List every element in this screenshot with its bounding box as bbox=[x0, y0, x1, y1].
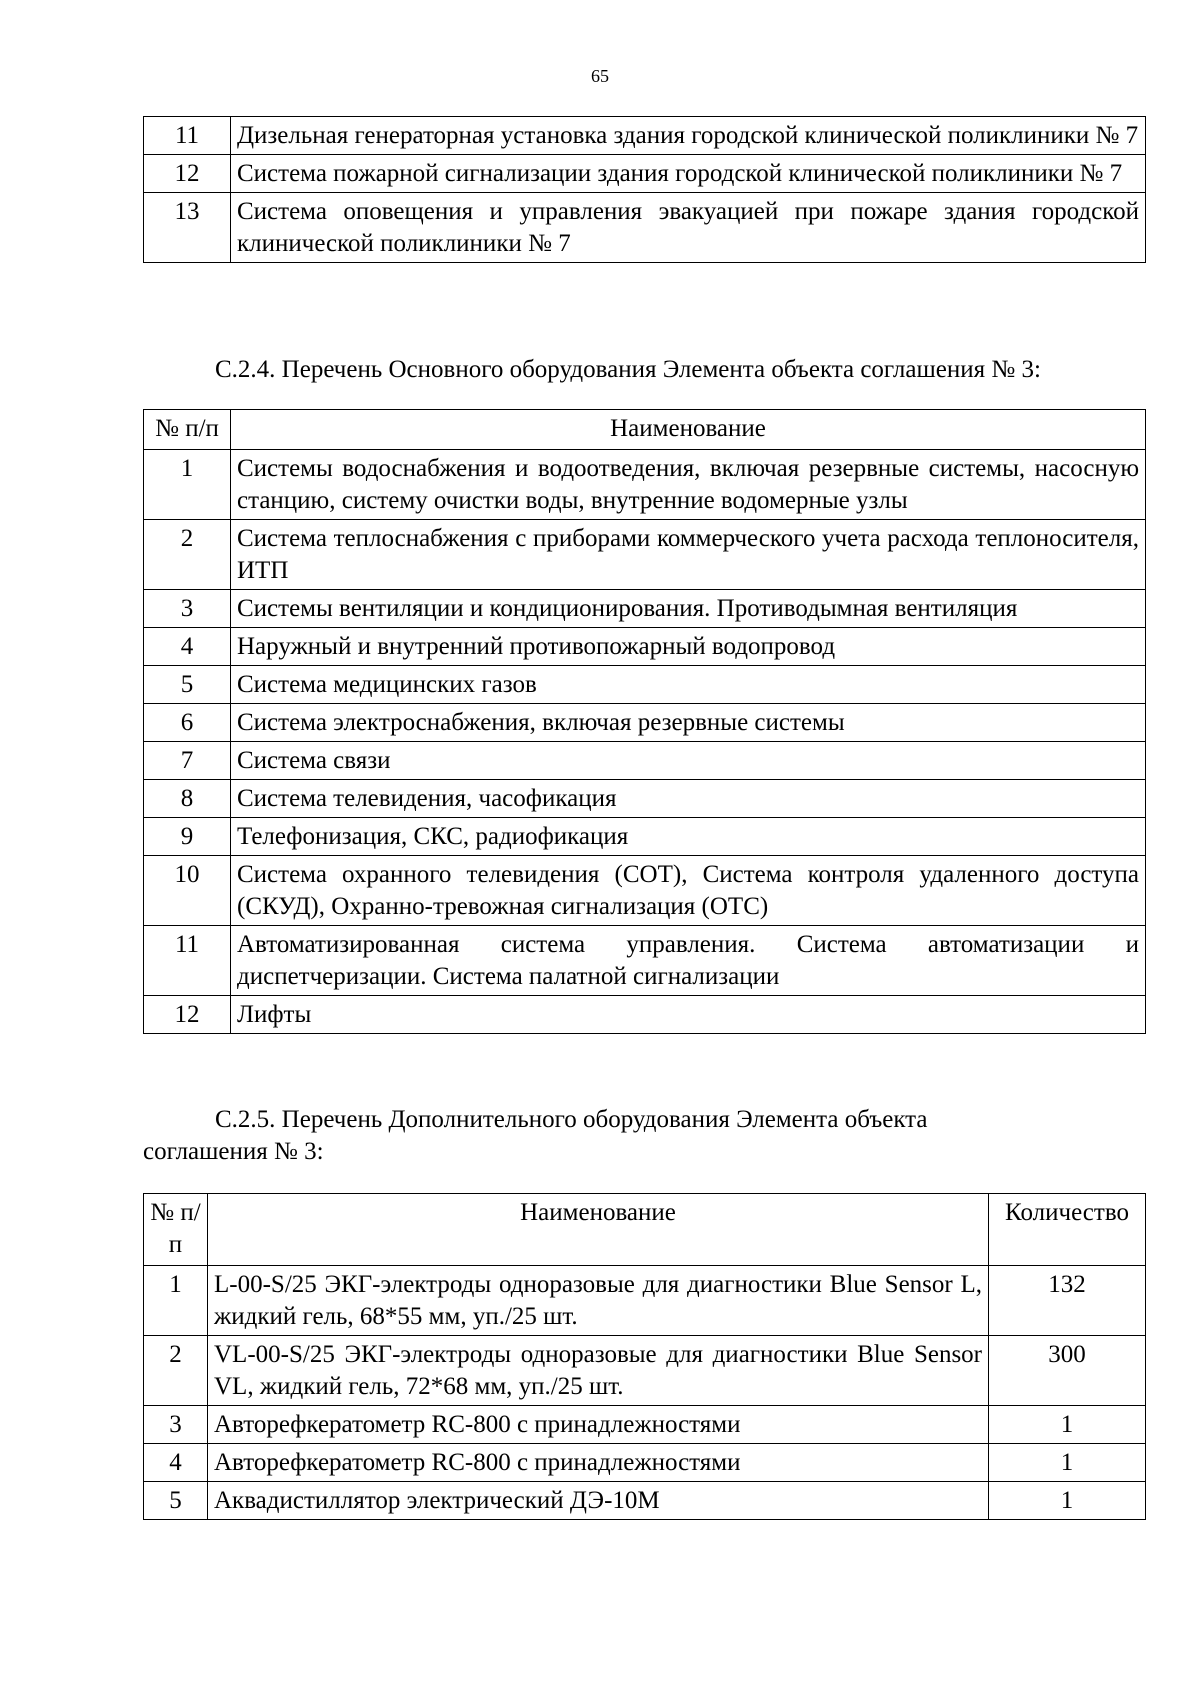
row-name: Система оповещения и управления эвакуацией при пожаре здания городской клинической поликлиники № 7 bbox=[231, 193, 1146, 263]
section-heading-c25-line1: С.2.5. Перечень Дополнительного оборудования Элемента объекта bbox=[215, 1106, 928, 1133]
header-name: Наименование bbox=[231, 410, 1146, 450]
row-name: Аквадистиллятор электрический ДЭ-10М bbox=[208, 1482, 989, 1520]
row-number: 2 bbox=[144, 1336, 208, 1406]
row-quantity: 132 bbox=[989, 1266, 1146, 1336]
section-heading-c25-line2: соглашения № 3: bbox=[143, 1138, 324, 1165]
row-name: Система охранного телевидения (СОТ), Система контроля удаленного доступа (СКУД), Охранно-тревожная сигнализация (ОТС) bbox=[231, 856, 1146, 926]
row-quantity: 300 bbox=[989, 1336, 1146, 1406]
page-number: 65 bbox=[591, 66, 609, 86]
row-number: 10 bbox=[144, 856, 231, 926]
header-number: № п/п bbox=[144, 1194, 208, 1266]
row-number: 11 bbox=[144, 117, 231, 155]
row-number: 12 bbox=[144, 155, 231, 193]
row-name: Система пожарной сигнализации здания городской клинической поликлиники № 7 bbox=[231, 155, 1146, 193]
row-name: Дизельная генераторная установка здания городской клинической поликлиники № 7 bbox=[231, 117, 1146, 155]
row-name: Авторефкератометр RC-800 с принадлежностями bbox=[208, 1406, 989, 1444]
row-name: Телефонизация, СКС, радиофикация bbox=[231, 818, 1146, 856]
section-heading-c24: С.2.4. Перечень Основного оборудования Элемента объекта соглашения № 3: bbox=[215, 356, 1041, 383]
table-header-row bbox=[144, 1194, 1146, 1266]
additional-equipment-table bbox=[143, 1193, 1146, 1520]
row-number: 3 bbox=[144, 1406, 208, 1444]
row-number: 2 bbox=[144, 520, 231, 590]
table-row bbox=[144, 704, 1146, 742]
row-number: 8 bbox=[144, 780, 231, 818]
row-quantity: 1 bbox=[989, 1482, 1146, 1520]
table-row bbox=[144, 996, 1146, 1034]
table-row bbox=[144, 628, 1146, 666]
row-name: Система медицинских газов bbox=[231, 666, 1146, 704]
table-row bbox=[144, 1406, 1146, 1444]
row-number: 5 bbox=[144, 666, 231, 704]
table-row bbox=[144, 1482, 1146, 1520]
row-number: 1 bbox=[144, 450, 231, 520]
row-number: 4 bbox=[144, 1444, 208, 1482]
table-row bbox=[144, 818, 1146, 856]
main-equipment-table bbox=[143, 409, 1146, 1034]
row-number: 3 bbox=[144, 590, 231, 628]
row-number: 7 bbox=[144, 742, 231, 780]
table-row bbox=[144, 666, 1146, 704]
table-row bbox=[144, 742, 1146, 780]
row-name: Система электроснабжения, включая резервные системы bbox=[231, 704, 1146, 742]
row-name: Наружный и внутренний противопожарный водопровод bbox=[231, 628, 1146, 666]
table-row bbox=[144, 450, 1146, 520]
table-row bbox=[144, 1266, 1146, 1336]
table-row bbox=[144, 780, 1146, 818]
continued-equipment-table bbox=[143, 116, 1146, 263]
row-number: 4 bbox=[144, 628, 231, 666]
table-row bbox=[144, 926, 1146, 996]
row-number: 1 bbox=[144, 1266, 208, 1336]
row-quantity: 1 bbox=[989, 1444, 1146, 1482]
table-row bbox=[144, 193, 1146, 263]
table-header-row bbox=[144, 410, 1146, 450]
header-name: Наименование bbox=[208, 1194, 989, 1266]
section-heading-c25 bbox=[143, 1104, 1146, 1168]
table-row bbox=[144, 155, 1146, 193]
row-name: Авторефкератометр RC-800 с принадлежностями bbox=[208, 1444, 989, 1482]
row-name: Система связи bbox=[231, 742, 1146, 780]
row-name: Система теплоснабжения с приборами коммерческого учета расхода теплоносителя, ИТП bbox=[231, 520, 1146, 590]
row-number: 5 bbox=[144, 1482, 208, 1520]
table-row bbox=[144, 590, 1146, 628]
row-name: Система телевидения, часофикация bbox=[231, 780, 1146, 818]
row-number: 6 bbox=[144, 704, 231, 742]
row-number: 13 bbox=[144, 193, 231, 263]
row-quantity: 1 bbox=[989, 1406, 1146, 1444]
table-row bbox=[144, 856, 1146, 926]
row-name: Системы водоснабжения и водоотведения, включая резервные системы, насосную станцию, систему очистки воды, внутренние водомерные узлы bbox=[231, 450, 1146, 520]
row-number: 11 bbox=[144, 926, 231, 996]
table-row bbox=[144, 1444, 1146, 1482]
header-quantity: Количество bbox=[989, 1194, 1146, 1266]
row-name: L-00-S/25 ЭКГ-электроды одноразовые для диагностики Blue Sensor L, жидкий гель, 68*55 мм, уп./25 шт. bbox=[208, 1266, 989, 1336]
row-number: 12 bbox=[144, 996, 231, 1034]
table-row bbox=[144, 520, 1146, 590]
row-number: 9 bbox=[144, 818, 231, 856]
row-name: Автоматизированная система управления. Система автоматизации и диспетчеризации. Система палатной сигнализации bbox=[231, 926, 1146, 996]
row-name: Системы вентиляции и кондиционирования. Противодымная вентиляция bbox=[231, 590, 1146, 628]
header-number: № п/п bbox=[144, 410, 231, 450]
row-name: VL-00-S/25 ЭКГ-электроды одноразовые для диагностики Blue Sensor VL, жидкий гель, 72*68 мм, уп./25 шт. bbox=[208, 1336, 989, 1406]
row-name: Лифты bbox=[231, 996, 1146, 1034]
table-row bbox=[144, 1336, 1146, 1406]
table-row bbox=[144, 117, 1146, 155]
